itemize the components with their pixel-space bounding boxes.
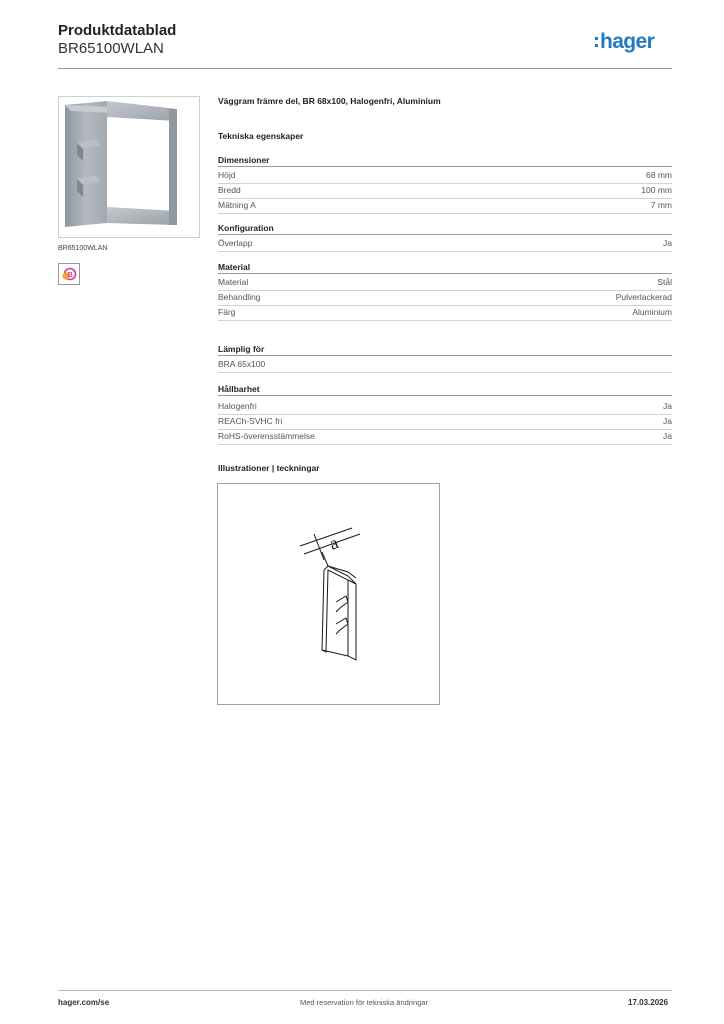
spec-group-title-dimensions: Dimensioner xyxy=(218,155,672,167)
spec-label: REACh-SVHC fri xyxy=(218,416,283,426)
halogen-free-badge-icon xyxy=(58,263,80,285)
hager-logo xyxy=(594,28,674,56)
spec-label: Färg xyxy=(218,307,236,317)
product-photo xyxy=(58,96,200,238)
spec-group-title-sustainability: Hållbarhet xyxy=(218,384,672,396)
product-code-heading: BR65100WLAN xyxy=(58,40,164,57)
spec-label: Bredd xyxy=(218,185,241,195)
dimension-drawing-frame xyxy=(217,483,440,705)
spec-group-title-suitable-for: Lämplig för xyxy=(218,344,672,356)
spec-group-title-material: Material xyxy=(218,262,672,274)
spec-value: 7 mm xyxy=(650,200,672,210)
spec-row xyxy=(218,430,672,445)
spec-label: Behandling xyxy=(218,292,261,302)
spec-value: 100 mm xyxy=(641,185,672,195)
dimension-drawing xyxy=(218,484,439,704)
spec-label: Halogenfri xyxy=(218,401,257,411)
spec-row xyxy=(218,415,672,430)
spec-value: Ja xyxy=(663,416,672,426)
spec-label: RoHS-överensstämmelse xyxy=(218,431,315,441)
spec-row xyxy=(218,237,672,252)
footer-disclaimer: Med reservation för tekniska ändringar xyxy=(300,998,428,1007)
footer-date: 17.03.2026 xyxy=(628,998,669,1007)
spec-value: Pulverlackerad xyxy=(615,292,672,302)
spec-row xyxy=(218,291,672,306)
spec-row xyxy=(218,276,672,291)
spec-row xyxy=(218,184,672,199)
spec-value: Ja xyxy=(663,431,672,441)
spec-group-title-configuration: Konfiguration xyxy=(218,223,672,235)
product-photo-caption: BR65100WLAN xyxy=(58,245,108,252)
footer-divider xyxy=(58,990,672,991)
spec-value: Stål xyxy=(657,277,672,287)
spec-value: Ja xyxy=(663,238,672,248)
wall-frame-front-part-photo xyxy=(59,97,199,237)
spec-row xyxy=(218,169,672,184)
spec-label: Material xyxy=(218,277,249,287)
logo-dot-top xyxy=(595,37,598,40)
logo-dot-bottom xyxy=(595,44,598,47)
spec-label: Överlapp xyxy=(218,238,253,248)
spec-label: Höjd xyxy=(218,170,236,180)
svg-text:B: B xyxy=(67,272,73,279)
halogen-free-badge-graphic xyxy=(59,264,79,284)
dimension-label-a: a xyxy=(326,532,341,554)
spec-row xyxy=(218,400,672,415)
illustrations-heading: Illustrationer | teckningar xyxy=(218,463,320,473)
spec-label: Mätning A xyxy=(218,200,256,210)
spec-label: BRA 65x100 xyxy=(218,359,266,369)
spec-value: 68 mm xyxy=(646,170,672,180)
document-title: Produktdatablad xyxy=(58,22,177,39)
technical-properties-heading: Tekniska egenskaper xyxy=(218,131,304,141)
spec-row xyxy=(218,358,672,373)
logo-wordmark: hager xyxy=(600,30,655,53)
spec-value: Aluminium xyxy=(632,307,672,317)
spec-value: Ja xyxy=(663,401,672,411)
spec-row xyxy=(218,199,672,214)
header-divider xyxy=(58,68,672,69)
spec-row xyxy=(218,306,672,321)
product-description: Väggram främre del, BR 68x100, Halogenfri, Aluminium xyxy=(218,96,441,106)
footer-website-link[interactable]: hager.com/se xyxy=(58,998,110,1007)
